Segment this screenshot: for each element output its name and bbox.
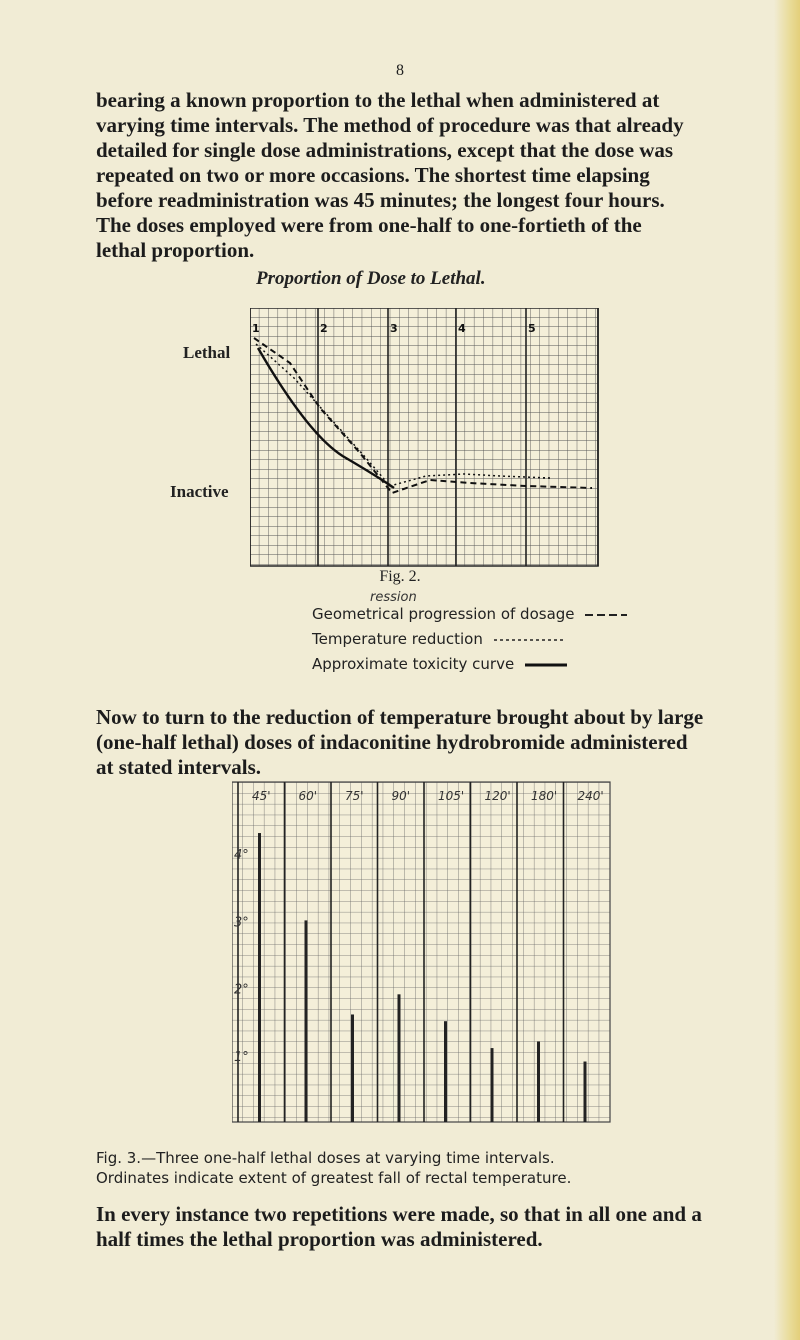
figure3-xlabel: 90' (391, 789, 411, 803)
figure3-ylabel: 2° (234, 982, 249, 998)
figure3-bar (584, 1062, 587, 1122)
figure3-bar (305, 920, 308, 1122)
figure3-caption (96, 1148, 736, 1188)
figure3-ylabel: 1° (234, 1049, 249, 1065)
legend-dosage-label: Geometrical progression of dosage (312, 605, 575, 623)
legend-temperature (312, 630, 564, 648)
figure3-xlabel: 240' (577, 789, 604, 803)
legend-solid-swatch (525, 662, 567, 668)
figure3-bar (258, 833, 261, 1122)
figure3-xlabel: 180' (531, 789, 558, 803)
figure2-mark-5: 5 (528, 322, 536, 335)
legend-toxicity-label: Approximate toxicity curve (312, 655, 515, 673)
figure2-mark-4: 4 (458, 322, 466, 335)
figure2-mark-1: 1 (252, 322, 260, 335)
legend-dashed-swatch (585, 612, 627, 618)
figure3-xlabel: 120' (484, 789, 511, 803)
figure2-chart (250, 308, 600, 568)
figure3-caption-line1: Fig. 3.—Three one-half lethal doses at varying time intervals. (96, 1149, 555, 1167)
paragraph-conclusion: In every instance two repetitions were made, so that in all one and a half times the lethal proportion was administered. (96, 1202, 702, 1251)
figure2-title: Proportion of Dose to Lethal. (256, 268, 486, 289)
legend-toxicity (312, 655, 567, 673)
figure3-xlabel: 45' (252, 789, 271, 803)
figure2-label-inactive: Inactive (170, 482, 229, 501)
figure3-chart (232, 772, 612, 1130)
figure2-handwritten-correction: ression (370, 590, 417, 605)
figure2-mark-3: 3 (390, 322, 398, 335)
figure3-caption-line2: Ordinates indicate extent of greatest fall of rectal temperature. (96, 1169, 572, 1187)
figure3-bar (444, 1021, 447, 1122)
figure2-caption: Fig. 2. (379, 568, 421, 585)
figure2-label-lethal: Lethal (183, 343, 231, 362)
page-number: 8 (396, 62, 404, 79)
page-edge (774, 0, 800, 1340)
figure3-bar (491, 1048, 494, 1122)
figure3-xlabel: 60' (298, 789, 318, 803)
paragraph-temperature: Now to turn to the reduction of temperature brought about by large (one-half lethal) doses of indaconitine hydrobromide administered at stated intervals. (96, 705, 704, 779)
figure3-xlabel: 105' (438, 789, 465, 803)
legend-dotted-swatch (494, 637, 564, 643)
figure3-ylabel: 3° (234, 915, 249, 931)
figure3-xlabel: 75' (345, 789, 364, 803)
legend-temperature-label: Temperature reduction (312, 630, 483, 648)
legend-dosage (312, 605, 627, 623)
figure3-bar (398, 994, 401, 1122)
figure3-bar (537, 1041, 540, 1122)
figure3-ylabel: 4° (234, 848, 249, 864)
paragraph-intro: bearing a known proportion to the lethal when administered at varying time intervals. The method of procedure was that already detailed for single dose administrations, except that the dose was repeated on two or more occasions. The shortest time elapsing before readministration was 45 minutes; the longest four hours. The doses employed were from one-half to one-fortieth of the lethal proportion. (96, 88, 684, 262)
figure3-bar (351, 1014, 354, 1122)
figure2-mark-2: 2 (320, 322, 328, 335)
